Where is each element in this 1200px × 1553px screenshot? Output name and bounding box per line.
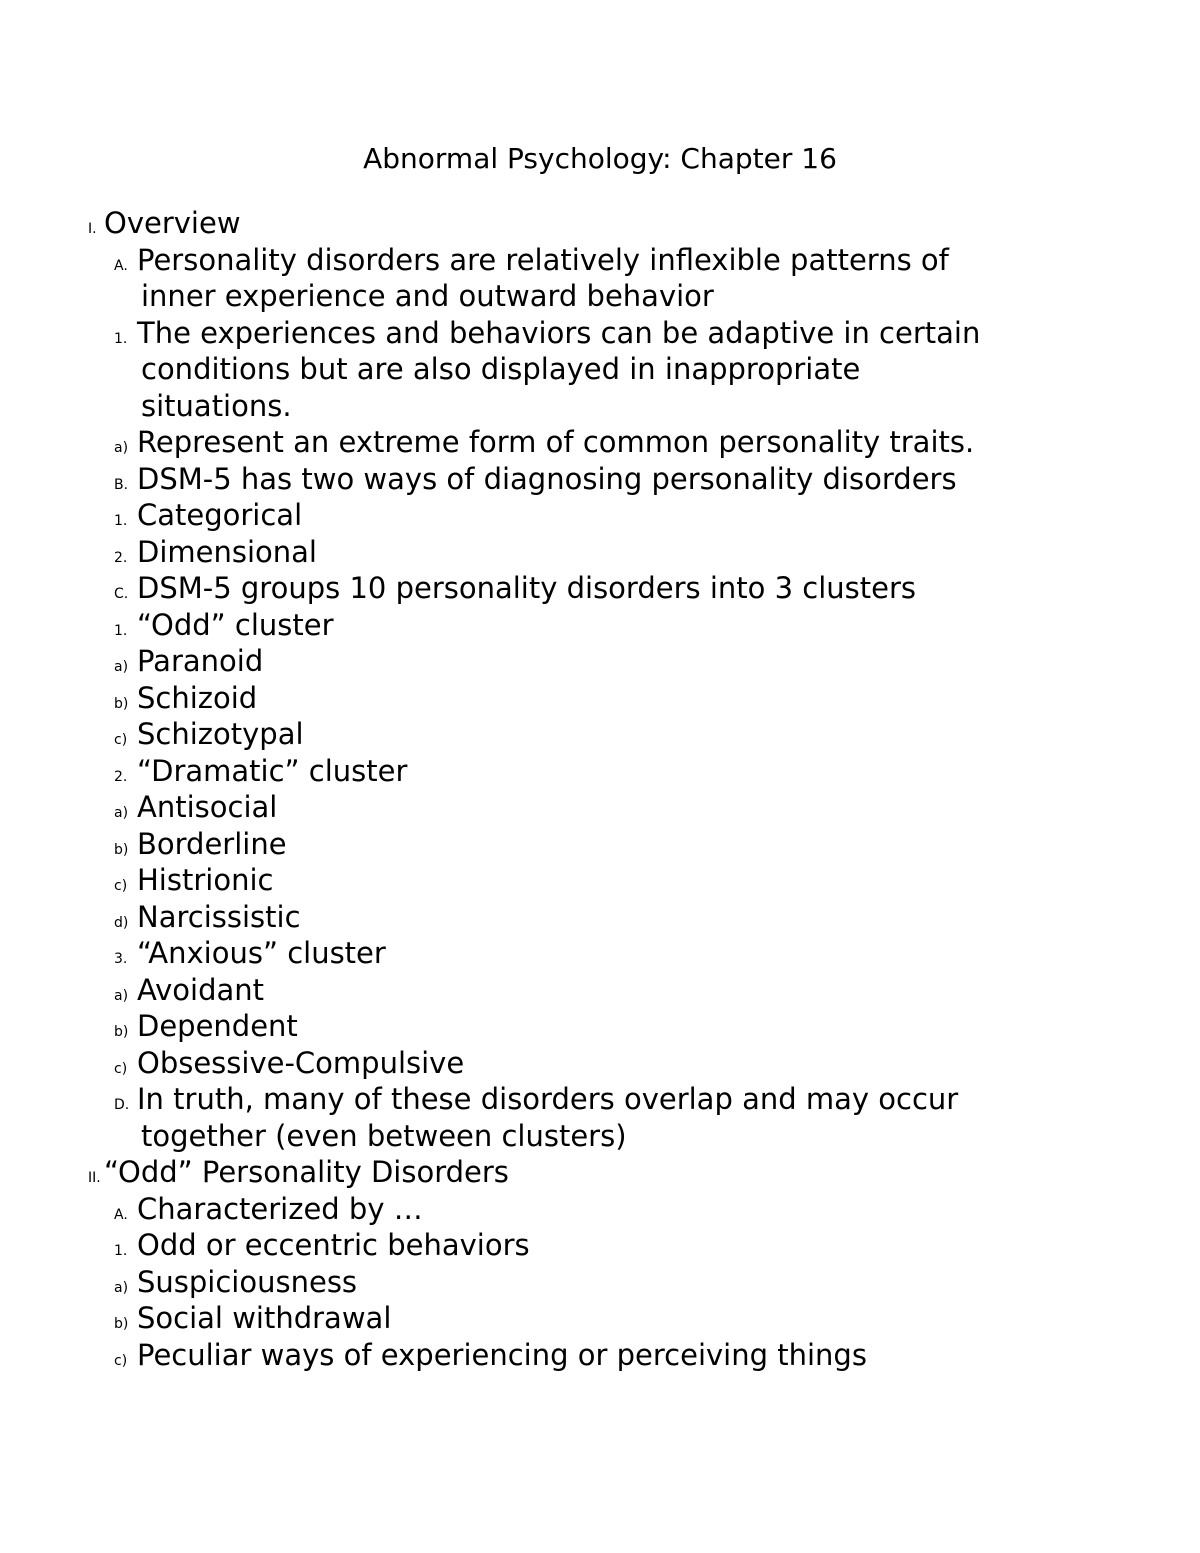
outline-line — [0, 351, 1200, 388]
list-item-text: DSM-5 has two ways of diagnosing personality disorders — [137, 461, 957, 496]
list-item-text: Suspiciousness — [137, 1264, 358, 1299]
outline-line — [0, 242, 1200, 279]
outline-line — [0, 716, 1200, 753]
outline-line — [0, 424, 1200, 461]
list-marker: a) — [114, 440, 129, 456]
outline-line — [0, 1300, 1200, 1337]
list-marker: 1. — [114, 330, 128, 347]
list-marker: B. — [114, 476, 129, 493]
list-item-text: Overview — [104, 206, 241, 240]
list-marker: 1. — [114, 622, 128, 639]
outline-line — [0, 826, 1200, 863]
list-marker: A. — [114, 257, 128, 274]
list-marker: b) — [114, 841, 129, 858]
list-item-text: The experiences and behaviors can be adaptive in certain — [137, 315, 981, 350]
list-item-text: Represent an extreme form of common personality traits. — [137, 425, 975, 459]
list-marker: c) — [114, 1352, 128, 1369]
outline-line — [0, 461, 1200, 498]
list-item-text: Histrionic — [137, 863, 274, 897]
list-item-text: Paranoid — [137, 644, 264, 678]
list-marker: b) — [114, 1316, 129, 1332]
list-marker: c) — [114, 732, 128, 748]
list-item-text: Schizotypal — [137, 717, 304, 751]
outline-line — [0, 972, 1200, 1009]
list-item-text: together (even between clusters) — [141, 1118, 627, 1153]
outline-line — [0, 315, 1200, 352]
outline-line — [0, 789, 1200, 826]
outline-line — [0, 1337, 1200, 1374]
list-item-text: Dimensional — [137, 534, 317, 569]
list-item-text: conditions but are also displayed in inappropriate — [141, 352, 861, 386]
list-marker: a) — [114, 1279, 129, 1296]
list-item-text: Social withdrawal — [137, 1301, 392, 1335]
list-marker: b) — [114, 695, 129, 712]
list-marker: D. — [114, 1097, 130, 1113]
list-item-text: Narcissistic — [137, 899, 301, 934]
list-item-text: Borderline — [137, 826, 287, 861]
outline-line — [0, 278, 1200, 315]
list-marker: a) — [114, 659, 129, 675]
list-item-text: In truth, many of these disorders overlap and may occur — [137, 1082, 959, 1116]
list-marker: d) — [114, 914, 129, 931]
page-title: Abnormal Psychology: Chapter 16 — [363, 142, 837, 175]
list-marker: b) — [114, 1024, 129, 1040]
list-item-text: Schizoid — [137, 680, 258, 715]
outline-line — [0, 680, 1200, 717]
outline-line — [0, 643, 1200, 680]
outline-line — [0, 205, 1200, 242]
list-item-text: Avoidant — [137, 972, 265, 1007]
list-marker: a) — [114, 987, 129, 1004]
outline-line — [0, 1045, 1200, 1082]
list-item-text: Personality disorders are relatively inflexible patterns of — [137, 242, 949, 277]
outline-line — [0, 607, 1200, 644]
outline-line — [0, 570, 1200, 607]
outline-line — [0, 1227, 1200, 1264]
list-marker: C. — [114, 586, 129, 602]
list-item-text: Dependent — [137, 1009, 298, 1043]
list-marker: II. — [88, 1170, 101, 1186]
list-item-text: “Odd” cluster — [137, 607, 334, 642]
outline-line — [0, 753, 1200, 790]
outline-line — [0, 899, 1200, 936]
outline-line — [0, 497, 1200, 534]
list-marker: A. — [114, 1206, 128, 1223]
list-marker: a) — [114, 805, 129, 821]
list-item-text: inner experience and outward behavior — [141, 279, 714, 313]
outline-line — [0, 1081, 1200, 1118]
list-item-text: Odd or eccentric behaviors — [137, 1228, 530, 1262]
outline-line — [0, 1191, 1200, 1228]
outline-line — [0, 862, 1200, 899]
list-item-text: “Dramatic” cluster — [137, 753, 408, 788]
list-item-text: Antisocial — [137, 790, 278, 824]
outline-line — [0, 1264, 1200, 1301]
list-item-text: situations. — [141, 388, 292, 423]
outline-line — [0, 1118, 1200, 1155]
outline-line — [0, 935, 1200, 972]
list-marker: 3. — [114, 951, 128, 967]
list-marker: 1. — [114, 513, 128, 529]
list-item-text: “Odd” Personality Disorders — [104, 1155, 509, 1189]
outline-line — [0, 1154, 1200, 1191]
list-marker: 2. — [114, 768, 128, 785]
list-item-text: Obsessive-Compulsive — [137, 1045, 465, 1080]
list-item-text: DSM-5 groups 10 personality disorders into 3 clusters — [137, 571, 917, 605]
list-item-text: Characterized by … — [137, 1191, 423, 1226]
list-item-text: “Anxious” cluster — [137, 936, 386, 970]
outline-line — [0, 534, 1200, 571]
list-marker: I. — [88, 221, 97, 237]
outline-line — [0, 388, 1200, 425]
list-marker: 2. — [114, 549, 128, 566]
list-item-text: Peculiar ways of experiencing or perceiving things — [137, 1337, 867, 1372]
list-item-text: Categorical — [137, 498, 303, 532]
outline-line — [0, 1008, 1200, 1045]
list-marker: c) — [114, 1060, 128, 1077]
list-marker: c) — [114, 878, 128, 894]
list-marker: 1. — [114, 1243, 128, 1259]
